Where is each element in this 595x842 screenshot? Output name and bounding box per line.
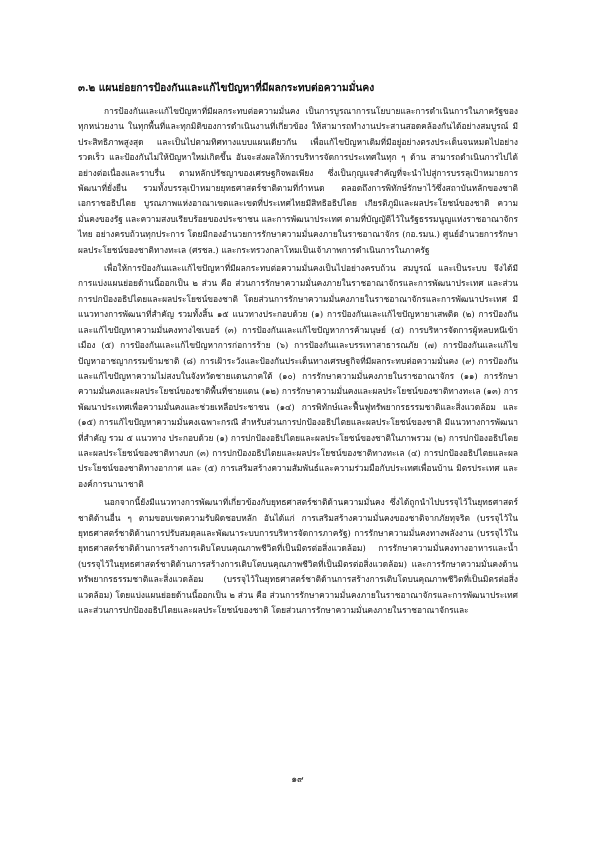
page-number: ๑๙ <box>291 775 304 785</box>
paragraph-guidelines: เพื่อให้การป้องกันและแก้ไขปัญหาที่มีผลกระทบต่อความมั่นคงเป็นไปอย่างครบถ้วน สมบูรณ์ และเป็นระบบ จึงได้มีการแบ่งแผนย่อยด้านนี้ออกเป็น ๒ ส่วน คือ ส่วนการรักษาความมั่นคงภายในราชอาณาจักรและการพัฒนาประเทศ และส่วนการปกป้องอธิปไตยและผลประโยชน์ของชาติ โดยส่วนการรักษาความมั่นคงภายในราชอาณาจักรและการพัฒนาประเทศ มีแนวทางการพัฒนาที่สำคัญ รวมทั้งสิ้น ๑๕ แนวทางประกอบด้วย (๑) การป้องกันและแก้ไขปัญหายาเสพติด (๒) การป้องกันและแก้ไขปัญหาความมั่นคงทางไซเบอร์ (๓) การป้องกันและแก้ไขปัญหาการค้ามนุษย์ (๔) การบริหารจัดการผู้หลบหนีเข้าเมือง (๕) การป้องกันและแก้ไขปัญหาการก่อการร้าย (๖) การป้องกันและบรรเทาสาธารณภัย (๗) การป้องกันและแก้ไขปัญหาอาชญากรรมข้ามชาติ (๘) การเฝ้าระวังและป้องกันประเด็นทางเศรษฐกิจที่มีผลกระทบต่อความมั่นคง (๙) การป้องกันและแก้ไขปัญหาความไม่สงบในจังหวัดชายแดนภาคใต้ (๑๐) การรักษาความมั่นคงภายในราชอาณาจักร (๑๑) การรักษาความมั่นคงและผลประโยชน์ของชาติพื้นที่ชายแดน (๑๒) การรักษาความมั่นคงและผลประโยชน์ของชาติทางทะเล (๑๓) การพัฒนาประเทศเพื่อความมั่นคงและช่วยเหลือประชาชน (๑๔) การพิทักษ์และฟื้นฟูทรัพยากรธรรมชาติและสิ่งแวดล้อม และ (๑๕) การแก้ไขปัญหาความมั่นคงเฉพาะกรณี สำหรับส่วนการปกป้องอธิปไตยและผลประโยชน์ของชาติ มีแนวทางการพัฒนาที่สำคัญ รวม ๕ แนวทาง ประกอบด้วย (๑) การปกป้องอธิปไตยและผลประโยชน์ของชาติในภาพรวม (๒) การปกป้องอธิปไตยและผลประโยชน์ของชาติทางบก (๓) การปกป้องอธิปไตยและผลประโยชน์ของชาติทางทะเล (๔) การปกป้องอธิปไตยและผลประโยชน์ของชาติทางอากาศ และ (๕) การเสริมสร้างความสัมพันธ์และความร่วมมือกับประเทศเพื่อนบ้าน มิตรประเทศ และองค์การนานาชาติ <box>78 263 518 489</box>
section-heading: ๓.๒ แผนย่อยการป้องกันและแก้ไขปัญหาที่มีผลกระทบต่อความมั่นคง <box>78 82 375 94</box>
paragraph-related-strategies: นอกจากนี้ยังมีแนวทางการพัฒนาที่เกี่ยวข้องกับยุทธศาสตร์ชาติด้านความมั่นคง ซึ่งได้ถูกนำไปบรรจุไว้ในยุทธศาสตร์ชาติด้านอื่น ๆ ตามขอบเขตความรับผิดชอบหลัก อันได้แก่ การเสริมสร้างความมั่นคงของชาติจากภัยทุจริต (บรรจุไว้ในยุทธศาสตร์ชาติด้านการปรับสมดุลและพัฒนาระบบการบริหารจัดการภาครัฐ) การรักษาความมั่นคงทางพลังงาน (บรรจุไว้ในยุทธศาสตร์ชาติด้านการสร้างการเติบโตบนคุณภาพชีวิตที่เป็นมิตรต่อสิ่งแวดล้อม) การรักษาความมั่นคงทางอาหารและน้ำ (บรรจุไว้ในยุทธศาสตร์ชาติด้านการสร้างการเติบโตบนคุณภาพชีวิตที่เป็นมิตรต่อสิ่งแวดล้อม) และการรักษาความมั่นคงด้านทรัพยากรธรรมชาติและสิ่งแวดล้อม (บรรจุไว้ในยุทธศาสตร์ชาติด้านการสร้างการเติบโตบนคุณภาพชีวิตที่เป็นมิตรต่อสิ่งแวดล้อม) โดยแบ่งแผนย่อยด้านนี้ออกเป็น ๒ ส่วน คือ ส่วนการรักษาความมั่นคงภายในราชอาณาจักรและการพัฒนาประเทศ และส่วนการปกป้องอธิปไตยและผลประโยชน์ของชาติ โดยส่วนการรักษาความมั่นคงภายในราชอาณาจักรและ <box>78 497 518 615</box>
paragraph-intro: การป้องกันและแก้ไขปัญหาที่มีผลกระทบต่อความมั่นคง เป็นการบูรณาการนโยบายและการดำเนินการในภาครัฐของทุกหน่วยงาน ในทุกพื้นที่และทุกมิติของการดำเนินงานที่เกี่ยวข้อง ให้สามารถทำงานประสานสอดคล้องกันได้อย่างสมบูรณ์ มีประสิทธิภาพสูงสุด และเป็นไปตามทิศทางแบบแผนเดียวกัน เพื่อแก้ไขปัญหาเดิมที่มีอยู่อย่างตรงประเด็นจนหมดไปอย่างรวดเร็ว และป้องกันไม่ให้ปัญหาใหม่เกิดขึ้น อันจะส่งผลให้การบริหารจัดการประเทศในทุก ๆ ด้าน สามารถดำเนินการไปได้อย่างต่อเนื่องและราบรื่น ตามหลักปรัชญาของเศรษฐกิจพอเพียง ซึ่งเป็นกุญแจสำคัญที่จะนำไปสู่การบรรลุเป้าหมายการพัฒนาที่ยั่งยืน รวมทั้งบรรลุเป้าหมายยุทธศาสตร์ชาติตามที่กำหนด ตลอดถึงการพิทักษ์รักษาไว้ซึ่งสถาบันหลักของชาติ เอกราชอธิปไตย บูรณภาพแห่งอาณาเขตและเขตที่ประเทศไทยมีสิทธิอธิปไตย เกียรติภูมิและผลประโยชน์ของชาติ ความมั่นคงของรัฐ และความสงบเรียบร้อยของประชาชน และการพัฒนาประเทศ ตามที่บัญญัติไว้ในรัฐธรรมนูญแห่งราชอาณาจักรไทย อย่างครบถ้วนทุกประการ โดยมีกองอำนวยการรักษาความมั่นคงภายในราชอาณาจักร (กอ.รมน.) ศูนย์อำนวยการรักษาผลประโยชน์ของชาติทางทะเล (ศรชล.) และกระทรวงกลาโหมเป็นเจ้าภาพการดำเนินการในภาครัฐ <box>78 106 518 255</box>
page-content <box>78 80 518 621</box>
